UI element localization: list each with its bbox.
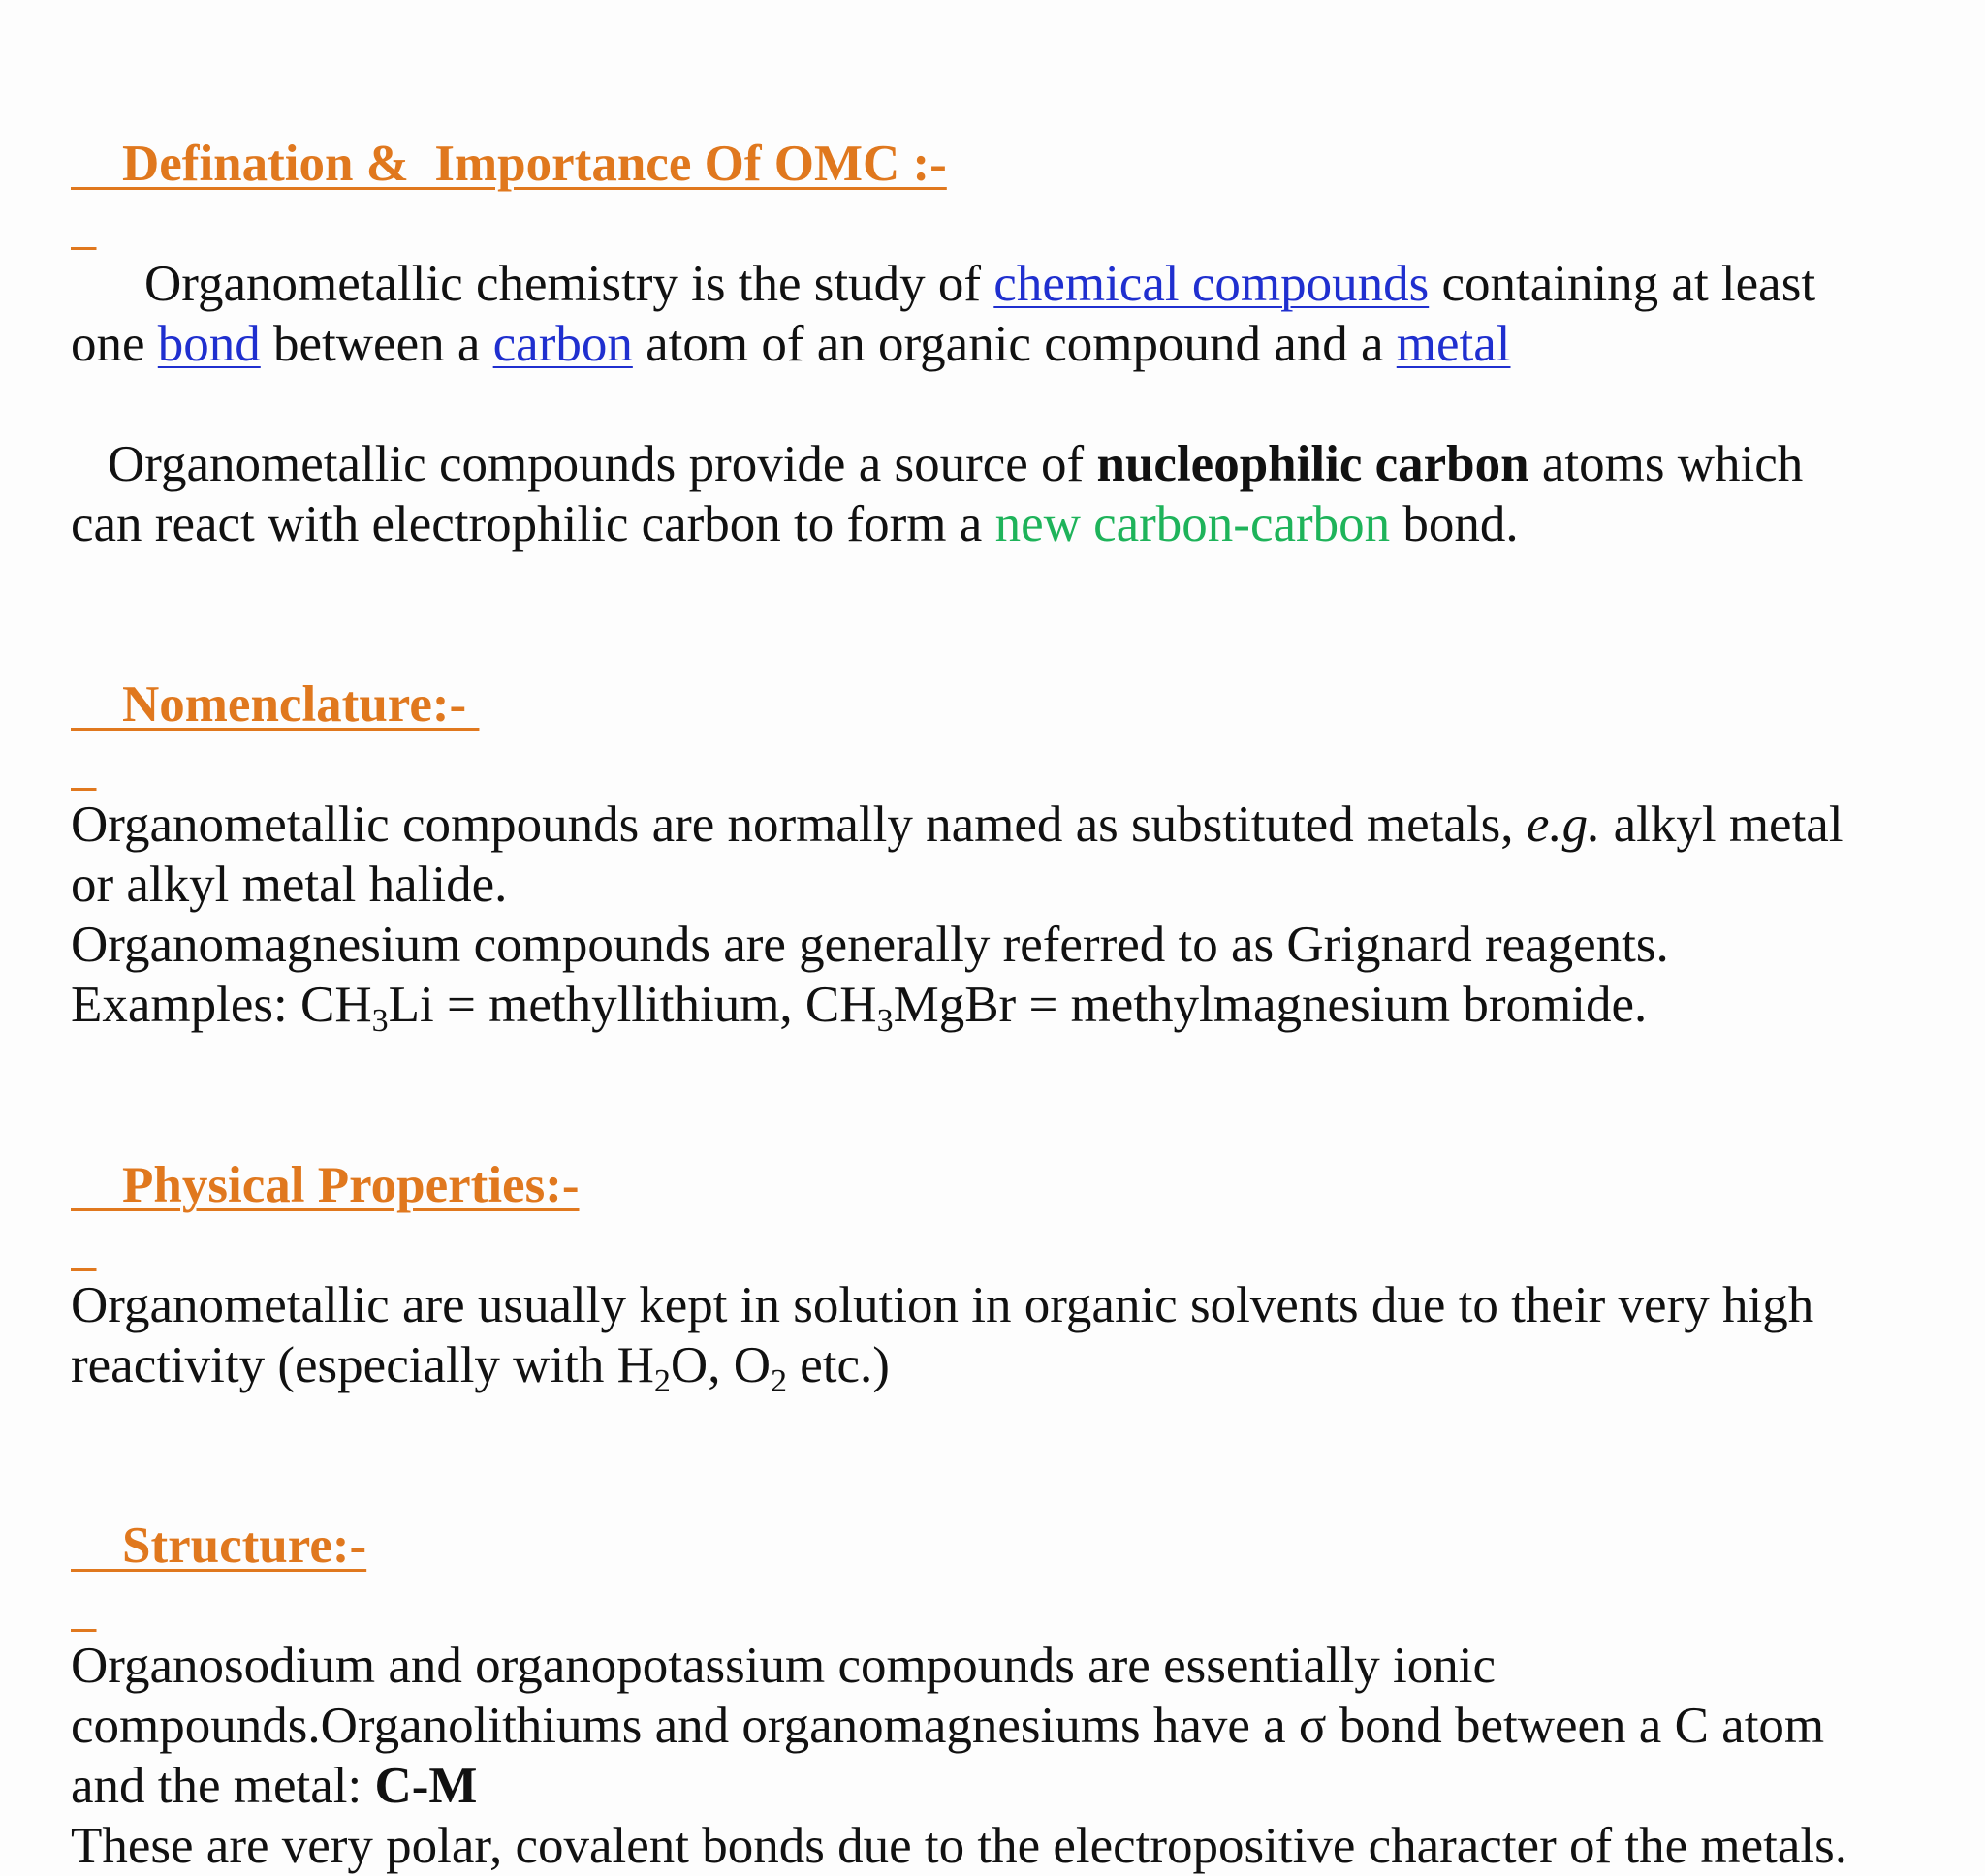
heading-definition-text: Defination & Importance Of OMC :- — [122, 136, 947, 192]
link-bond[interactable]: bond — [157, 316, 261, 372]
heading-physical-properties-text: Physical Properties:- — [122, 1157, 580, 1213]
text-run: Organometallic are usually kept in solution in organic solvents due to their very high reactivity (especially with H — [71, 1277, 1814, 1393]
heading-structure-text: Structure:- — [122, 1517, 367, 1574]
spacer — [71, 554, 1869, 614]
text-run: containing at least one — [71, 256, 1816, 372]
italic-eg: e.g. — [1526, 797, 1601, 853]
emphasis-nucleophilic-carbon: nucleophilic carbon — [1096, 436, 1529, 492]
text-run: atoms which can react with electrophilic carbon to form a — [71, 436, 1804, 552]
subscript: 2 — [653, 1363, 671, 1399]
paragraph-importance — [71, 434, 1869, 554]
subscript: 3 — [371, 1003, 389, 1039]
link-chemical-compounds[interactable]: chemical compounds — [993, 256, 1430, 312]
highlight-new-carbon-carbon: new carbon-carbon — [994, 496, 1391, 552]
paragraph-examples — [71, 975, 1869, 1039]
paragraph-definition — [71, 254, 1869, 374]
spacer — [71, 374, 1869, 434]
heading-physical-properties — [71, 1095, 1869, 1275]
text-run: Examples: CH — [71, 977, 372, 1033]
paragraph-nomenclature — [71, 795, 1869, 915]
subscript: 2 — [770, 1363, 787, 1399]
text-run: atom of an organic compound and a — [632, 316, 1397, 372]
text-run: Organometallic compounds provide a source of — [108, 436, 1097, 492]
paragraph-physical-properties — [71, 1275, 1869, 1399]
emphasis-c-m: C-M — [374, 1758, 478, 1814]
link-metal[interactable]: metal — [1396, 316, 1511, 372]
text-run: Li = methyllithium, CH — [388, 977, 877, 1033]
heading-nomenclature-text: Nomenclature:- — [122, 676, 480, 733]
link-carbon[interactable]: carbon — [492, 316, 633, 372]
text-run: bond. — [1390, 496, 1519, 552]
text-run: O, O — [670, 1337, 771, 1393]
paragraph-polar-bonds: These are very polar, covalent bonds due to the electropositive character of the metals. — [71, 1818, 1847, 1874]
text-run: between a — [260, 316, 493, 372]
text-run: Organometallic compounds are normally named as substituted metals, — [71, 797, 1527, 853]
heading-nomenclature — [71, 614, 1869, 795]
text-run: etc.) — [786, 1337, 890, 1393]
spacer — [71, 1035, 1869, 1095]
text-run: MgBr = methylmagnesium bromide. — [893, 977, 1648, 1033]
text-run: Organosodium and organopotassium compounds are essentially ionic compounds.Organolithiums and organomagnesiums have a σ bond between a C atom and the metal: — [71, 1638, 1825, 1814]
text-run: Organometallic chemistry is the study of — [144, 256, 994, 312]
paragraph-grignard: Organomagnesium compounds are generally referred to as Grignard reagents. — [71, 917, 1669, 973]
subscript: 3 — [876, 1003, 894, 1039]
spacer — [71, 1395, 1869, 1455]
heading-definition-importance — [71, 74, 1869, 254]
paragraph-structure — [71, 1636, 1869, 1816]
heading-structure — [71, 1455, 1869, 1636]
text-run: alkyl metal or alkyl metal halide. — [71, 797, 1843, 913]
